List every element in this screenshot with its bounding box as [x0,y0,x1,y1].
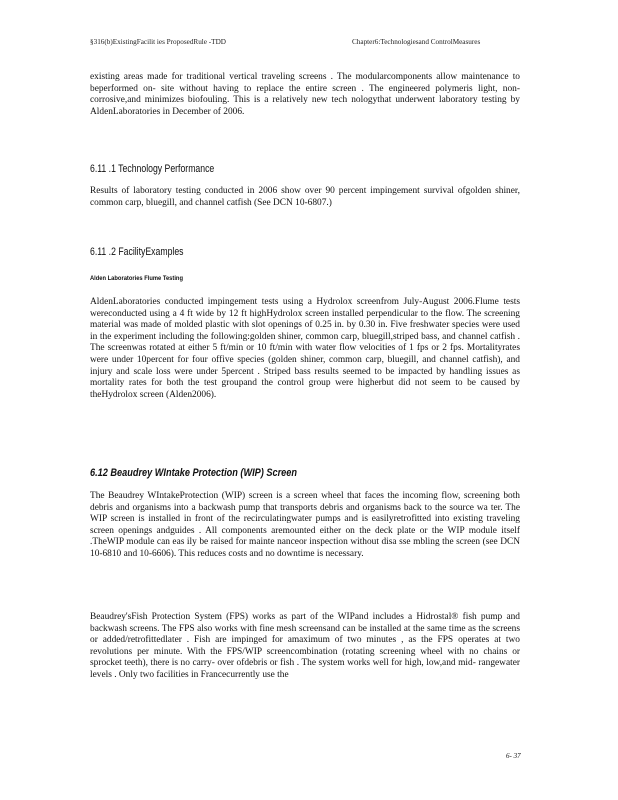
section-heading-6-11-1: 6.11 .1 Technology Performance [90,163,215,175]
page-number: 6- 37 [506,752,521,760]
running-header-left: §316(b)ExistingFacilit ies ProposedRule -TDD [90,38,226,46]
paragraph-technology-performance: Results of laboratory testing conducted in 2006 show over 90 percent impingement survival ofgolden shiner, common carp, bluegill, and channel catfish (See DCN 10-6807.) [90,186,520,208]
paragraph-fish-protection-system: Beaudrey'sFish Protection System (FPS) works as part of the WIPand includes a Hidrostal® fish pump and backwash screens. The FPS also works with fine mesh screensand can be installed at the same time as the screens or added/retrofittedlater . Fish are impinged for amaximum of two minutes , as the FPS operates at two revolutions per minute. With the FPS/WIP screencombination (rotating screening wheel with no chains or sprocket teeth), there is no carry- over ofdebris or fish . The system works well for high, low,and mid- rangewater levels . Only two facilities in Francecurrently use the [90,612,520,680]
section-heading-6-11-2: 6.11 .2 FacilityExamples [90,246,184,258]
running-header-right: Chapter6:Technologiesand ControlMeasures [352,38,481,46]
paragraph-facility-examples: AldenLaboratories conducted impingement tests using a Hydrolox screenfrom July-August 2006.Flume tests wereconducted using a 4 ft wide by 12 ft highHydrolox screen installed perpendicular to the flow. The screening material was made of molded plastic with slot openings of 0.25 in. by 0.30 in. Five freshwater species were used in the experiment including the following:golden shiner, common carp, bluegill,striped bass, and channel catfish . The screenwas rotated at either 5 ft/min or 10 ft/min with water flow velocities of 1 fps or 2 fps. Mortalityrates were under 10percent for four offive species (golden shiner, common carp, bluegill, and channel catfish), and injury and scale loss were under 5percent . Striped bass results seemed to be impacted by handling issues as mortality rates for both the test groupand the control group were higherbut did not seem to be caused by theHydrolox screen (Alden2006). [90,297,520,400]
paragraph-wip-screen: The Beaudrey WIntakeProtection (WIP) screen is a screen wheel that faces the incoming flow, screening both debris and organisms into a backwash pump that transports debris and organisms back to the source wa ter. The WIP screen is installed in front of the recirculatingwater pumps and is easilyretrofitted into existing traveling screen openings andguides . All components aremounted either on the deck plate or the WIP module itself .TheWIP module can eas ily be raised for mainte nanceor inspection without disa sse mbling the screen (see DCN 10-6810 and 10-6606). This reduces costs and no downtime is necessary. [90,491,520,559]
section-heading-6-12: 6.12 Beaudrey WIntake Protection (WIP) Screen [90,467,297,479]
paragraph-intro: existing areas made for traditional vertical traveling screens . The modularcomponents allow maintenance to beperformed on- site without having to replace the entire screen . The engineered polymeris light, non-corrosive,and minimizes biofouling. This is a relatively new tech nologythat underwent laboratory testing by AldenLaboratories in December of 2006. [90,72,520,117]
subheading-alden-flume-testing: Alden Laboratories Flume Testing [90,275,183,282]
